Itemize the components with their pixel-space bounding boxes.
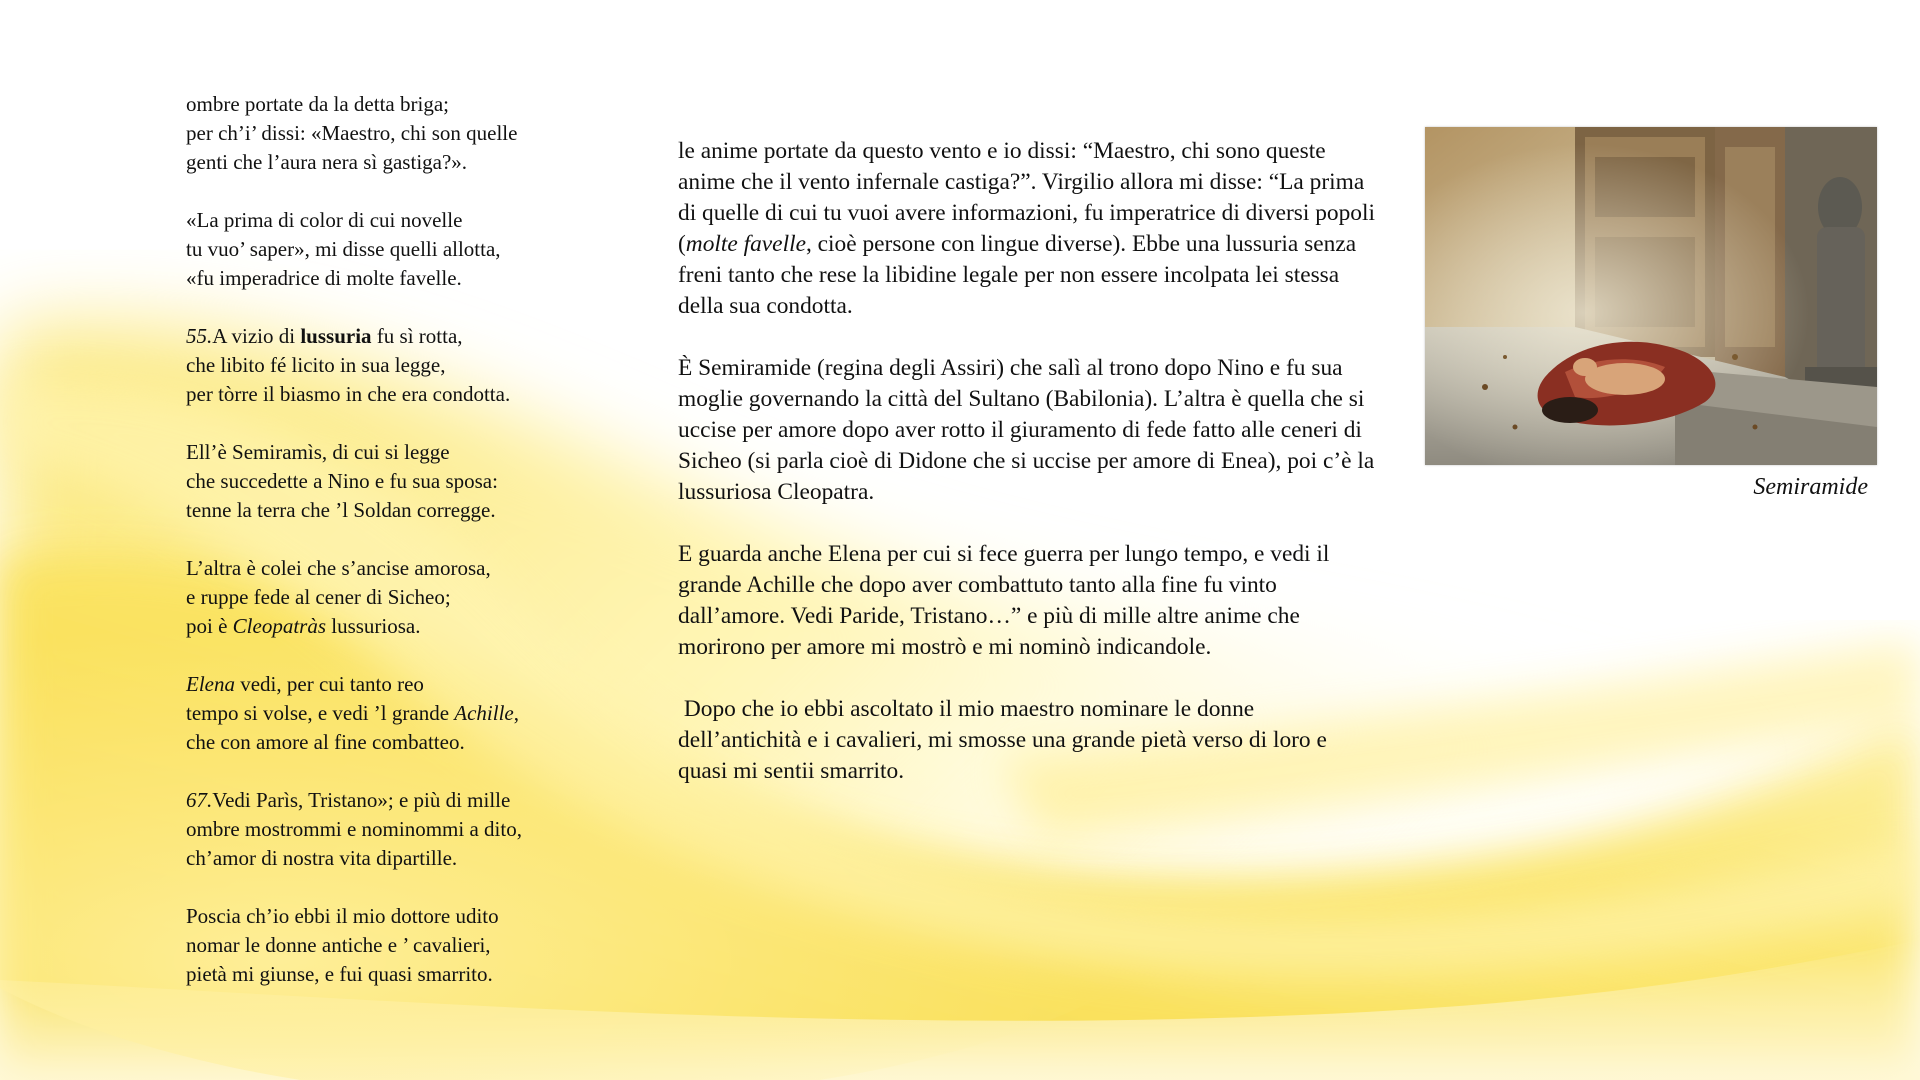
poem-line: che con amore al fine combatteo. xyxy=(186,730,465,754)
prose-paragraph: le anime portate da questo vento e io dissi: “Maestro, chi sono queste anime che il vento infernale castiga?”. Virgilio allora mi disse: “La prima di quelle di cui tu vuoi avere informazioni, fu imperatrice di diversi popoli (molte favelle, cioè persone con lingue diverse). Ebbe una lussuria senza freni tanto che rese la libidine legale per non essere incolpata lei stessa della sua condotta. xyxy=(678,138,1375,319)
verse-number: 55. xyxy=(186,324,213,348)
poem-line: ombre portate da la detta briga; xyxy=(186,92,449,116)
verse-number: 67. xyxy=(186,788,213,812)
poem-line: Poscia ch’io ebbi il mio dottore udito xyxy=(186,904,499,928)
prose-column xyxy=(678,136,1378,818)
poem-line: e ruppe fede al cener di Sicheo; xyxy=(186,585,451,609)
poem-stanza xyxy=(186,90,626,177)
poem-line: «La prima di color di cui novelle xyxy=(186,208,463,232)
poem-line: per tòrre il biasmo in che era condotta. xyxy=(186,382,511,406)
poem-line: ombre mostrommi e nominommi a dito, xyxy=(186,817,522,841)
poem-line: Ell’è Semiramìs, di cui si legge xyxy=(186,440,450,464)
keyword-lussuria: lussuria xyxy=(300,324,372,348)
poem-line: tenne la terra che ’l Soldan corregge. xyxy=(186,498,496,522)
poem-stanza xyxy=(186,670,626,757)
poem-column xyxy=(186,90,626,1018)
poem-line: 55.A vizio di lussuria fu sì rotta, xyxy=(186,324,463,348)
poem-line: che libito fé licito in sua legge, xyxy=(186,353,446,377)
poem-line: poi è Cleopatràs lussuriosa. xyxy=(186,614,421,638)
poem-stanza xyxy=(186,554,626,641)
prose-paragraph: È Semiramide (regina degli Assiri) che salì al trono dopo Nino e fu sua moglie governando la città del Sultano (Babilonia). L’altra è quella che si uccise per amore dopo aver rotto il giuramento di fede fatto alle ceneri di Sicheo (si parla cioè di Didone che si uccise per amore di Enea), poi c’è la lussuriosa Cleopatra. xyxy=(678,355,1375,505)
poem-line: ch’amor di nostra vita dipartille. xyxy=(186,846,458,870)
semiramide-painting xyxy=(1425,127,1877,465)
poem-stanza xyxy=(186,902,626,989)
poem-line: genti che l’aura nera sì gastiga?». xyxy=(186,150,468,174)
poem-line: L’altra è colei che s’ancise amorosa, xyxy=(186,556,491,580)
poem-stanza xyxy=(186,206,626,293)
poem-line: per ch’i’ dissi: «Maestro, chi son quelle xyxy=(186,121,518,145)
poem-line: pietà mi giunse, e fui quasi smarrito. xyxy=(186,962,493,986)
poem-line: nomar le donne antiche e ’ cavalieri, xyxy=(186,933,491,957)
poem-stanza xyxy=(186,786,626,873)
poem-line: che succedette a Nino e fu sua sposa: xyxy=(186,469,498,493)
poem-stanza xyxy=(186,438,626,525)
poem-line: Elena vedi, per cui tanto reo xyxy=(186,672,424,696)
poem-line: 67.Vedi Parìs, Tristano»; e più di mille xyxy=(186,788,511,812)
poem-line: tu vuo’ saper», mi disse quelli allotta, xyxy=(186,237,501,261)
prose-paragraph: E guarda anche Elena per cui si fece guerra per lungo tempo, e vedi il grande Achille che dopo aver combattuto tanto alla fine fu vinto dall’amore. Vedi Paride, Tristano…” e più di mille altre anime che morirono per amore mi mostrò e mi nominò indicandole. xyxy=(678,541,1330,660)
poem-line: «fu imperadrice di molte favelle. xyxy=(186,266,462,290)
poem-line: tempo si volse, e vedi ’l grande Achille, xyxy=(186,701,519,725)
poem-stanza xyxy=(186,322,626,409)
figure-caption: Semiramide xyxy=(1753,474,1868,500)
prose-paragraph: Dopo che io ebbi ascoltato il mio maestro nominare le donne dell’antichità e i cavalieri, mi smosse una grande pietà verso di loro e quasi mi sentii smarrito. xyxy=(678,696,1333,784)
